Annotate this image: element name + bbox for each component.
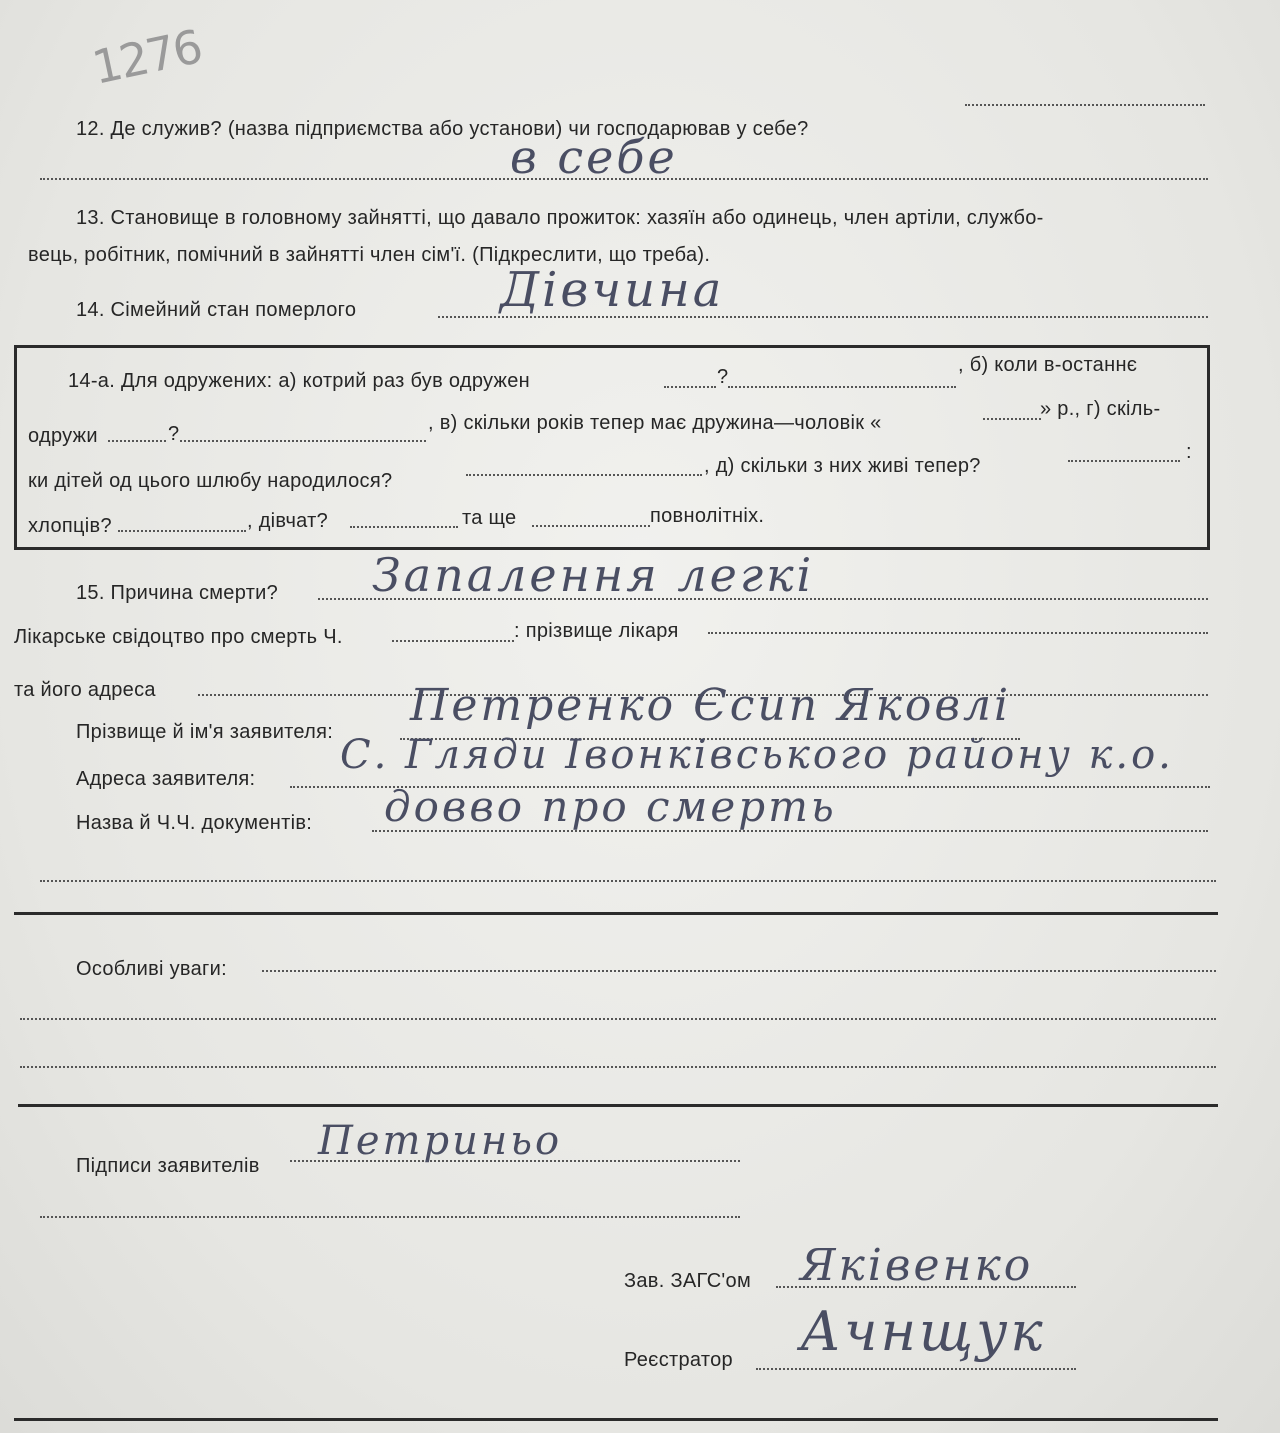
applicant-signature: Петриньо [318, 1118, 563, 1164]
archive-number-stamp: 1276 [87, 19, 206, 95]
q14a-line3-b: , д) скільки з них живі тепер? [704, 455, 981, 477]
q13-line1: 13. Становище в головному зайнятті, що давало прожиток: хазяїн або одинець, член артіли, службо- [76, 207, 1044, 229]
applicant-signatures-label: Підписи заявителів [76, 1155, 260, 1177]
q14a-dots-4 [180, 440, 426, 442]
q14a-dots-2 [728, 386, 956, 388]
notes-dots-3 [20, 1066, 1216, 1068]
applicant-signatures-dots-2 [40, 1216, 740, 1218]
q14a-line2-a: одружи [28, 425, 98, 447]
q14a-dots-8 [118, 530, 246, 532]
q14a-dots-6 [466, 474, 702, 476]
section-divider-2 [18, 1104, 1218, 1107]
q12-dotted-line [965, 104, 1205, 106]
zags-head-signature: Яківенко [800, 1240, 1034, 1291]
q14a-dots-5 [983, 418, 1041, 420]
q14-label: 14. Сімейний стан померлого [76, 299, 357, 321]
q14a-dots-1 [664, 386, 716, 388]
q14a-line3-a: ки дітей од цього шлюбу народилося? [28, 470, 393, 492]
q15-label: 15. Причина смерти? [76, 582, 279, 604]
q14-answer: Дівчина [500, 262, 725, 318]
q14a-dots-9 [350, 526, 458, 528]
q15-answer: Запалення легкі [372, 548, 815, 602]
q14a-colon: : [1186, 441, 1192, 463]
bottom-rule [14, 1418, 1218, 1421]
q12-dotted-line-2 [40, 178, 1208, 180]
applicant-address-value: С. Гляди Івонківського району к.о. [340, 732, 1174, 778]
notes-dots-2 [20, 1018, 1216, 1020]
q14a-line4-d: повнолітніх. [650, 505, 765, 527]
extra-dotted-line [40, 880, 1216, 882]
q14a-dots-7 [1068, 460, 1180, 462]
doctor-address-label: та його адреса [14, 679, 156, 701]
q14a-dots-3 [108, 440, 166, 442]
registrar-dots [756, 1368, 1076, 1370]
q14a-line4-c: та ще [462, 507, 517, 529]
q13-line2: вець, робітник, помічний в зайнятті член сім'ї. (Підкреслити, що треба). [28, 244, 711, 266]
doctor-name-label: : прізвище лікаря [514, 620, 679, 642]
applicant-name-label: Прізвище й ім'я заявителя: [76, 721, 334, 743]
q14a-line2-c: » р., г) скіль- [1040, 398, 1161, 420]
q14a-question-1: ? [717, 366, 729, 388]
zags-head-label: Зав. ЗАГС'ом [624, 1270, 752, 1292]
q14a-question-2: ? [168, 423, 180, 445]
applicant-name-value: Петренко Єсип Яковлі [410, 680, 1012, 731]
med-cert-dots [392, 640, 514, 642]
q14a-line1-b: , б) коли в-останнє [958, 354, 1138, 376]
q12-label: 12. Де служив? (назва підприємства або установи) чи господарював у себе? [76, 118, 809, 140]
registrar-signature: Ачнщук [800, 1300, 1046, 1363]
q14a-line2-b: , в) скільки років тепер має дружина—чоловік « [428, 412, 882, 434]
q14a-dots-10 [532, 525, 650, 527]
applicant-address-label: Адреса заявителя: [76, 768, 256, 790]
q14a-line1-a: 14-а. Для одружених: а) котрий раз був одружен [68, 370, 531, 392]
q12-answer: в себе [510, 130, 678, 184]
q14a-line4-b: , дівчат? [247, 510, 329, 532]
section-divider-1 [14, 912, 1218, 915]
documents-value: довво про смерть [384, 782, 837, 831]
doctor-name-dots [708, 632, 1208, 634]
med-cert-label: Лікарське свідоцтво про смерть Ч. [14, 626, 343, 648]
notes-label: Особливі уваги: [76, 958, 227, 980]
notes-dots-1 [262, 970, 1216, 972]
documents-label: Назва й Ч.Ч. документів: [76, 812, 313, 834]
registrar-label: Реєстратор [624, 1349, 733, 1371]
q14a-line4-a: хлопців? [28, 515, 112, 537]
